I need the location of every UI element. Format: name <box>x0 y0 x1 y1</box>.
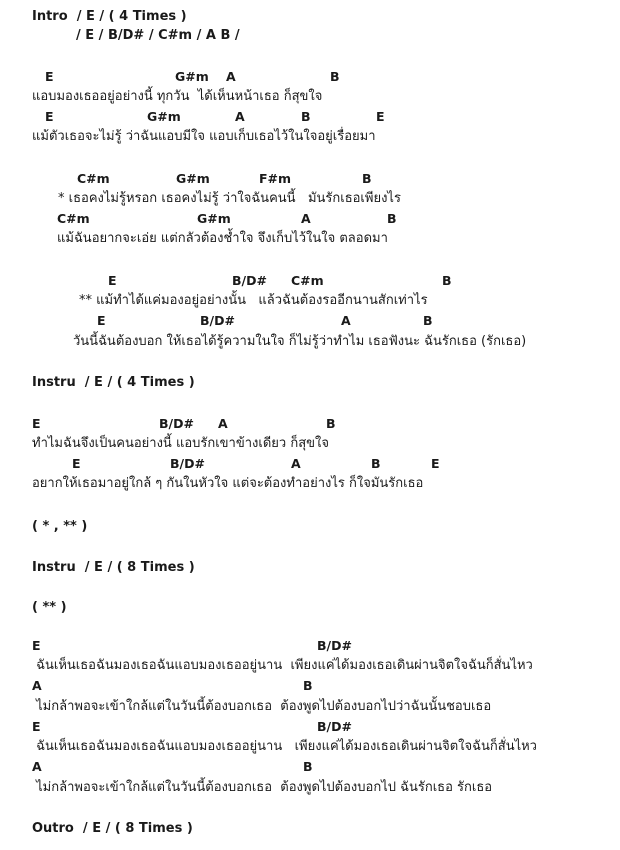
chord: A <box>291 456 301 471</box>
chord: G#m <box>176 171 210 186</box>
chord: A <box>32 759 42 774</box>
chord: E <box>32 638 41 653</box>
chord: E <box>45 69 54 84</box>
chord: G#m <box>175 69 209 84</box>
chord: E <box>32 719 41 734</box>
chord: E <box>32 416 41 431</box>
chord: C#m <box>291 273 324 288</box>
chord: B <box>387 211 397 226</box>
chord: A <box>341 313 351 328</box>
lyric-line: อยากให้เธอมาอยู่ใกล้ ๆ กันในหัวใจ แต่จะต้องทำอย่างไร ก็ใจมันรักเธอ <box>32 476 424 491</box>
chord: B <box>442 273 452 288</box>
chord: B <box>301 109 311 124</box>
chord: A <box>32 678 42 693</box>
chord: B/D# <box>200 313 235 328</box>
chord: B/D# <box>317 638 352 653</box>
chord: B <box>362 171 372 186</box>
chord: F#m <box>259 171 292 186</box>
intro-chords: / E / B/D# / C#m / A B / <box>76 28 240 43</box>
lyric-line: ** แม้ทำได้แค่มองอยู่อย่างนั้น แล้วฉันต้องรออีกนานสักเท่าไร <box>79 293 428 308</box>
chord: C#m <box>77 171 110 186</box>
repeat-marker: ( * , ** ) <box>32 519 88 534</box>
chord: B <box>303 759 313 774</box>
lyric-line: ทำไมฉันจึงเป็นคนอย่างนี้ แอบรักเขาข้างเดียว ก็สุขใจ <box>32 436 329 451</box>
chord: E <box>97 313 106 328</box>
chord: B <box>326 416 336 431</box>
instru-header: Instru / E / ( 4 Times ) <box>32 375 195 390</box>
chord: B <box>371 456 381 471</box>
repeat-marker: ( ** ) <box>32 600 67 615</box>
chord: E <box>431 456 440 471</box>
chord: B <box>330 69 340 84</box>
chord: B <box>303 678 313 693</box>
lyric-line: แม้ฉันอยากจะเอ่ย แต่กลัวต้องช้ำใจ จึงเก็บไว้ในใจ ตลอดมา <box>57 231 388 246</box>
lyric-line: แอบมองเธออยู่อย่างนี้ ทุกวัน ได้เห็นหน้าเธอ ก็สุขใจ <box>32 89 323 104</box>
chord: B/D# <box>232 273 267 288</box>
chord: A <box>235 109 245 124</box>
chord: E <box>72 456 81 471</box>
chord: B <box>423 313 433 328</box>
chord: B/D# <box>317 719 352 734</box>
chord: E <box>376 109 385 124</box>
lyric-line: ฉันเห็นเธอฉันมองเธอฉันแอบมองเธออยู่นาน เพียงแค่ได้มองเธอเดินผ่านจิตใจฉันก็สั่นไหว <box>32 658 533 673</box>
chord: E <box>45 109 54 124</box>
chord: A <box>301 211 311 226</box>
chord: C#m <box>57 211 90 226</box>
chord: A <box>226 69 236 84</box>
chord: G#m <box>197 211 231 226</box>
instru-header: Instru / E / ( 8 Times ) <box>32 560 195 575</box>
outro-header: Outro / E / ( 8 Times ) <box>32 821 193 836</box>
lyric-line: วันนี้ฉันต้องบอก ให้เธอได้รู้ความในใจ ก็ไม่รู้ว่าทำไม เธอฟังนะ ฉันรักเธอ (รักเธอ) <box>73 334 527 349</box>
lyric-line: ไม่กล้าพอจะเข้าใกล้แต่ในวันนี้ต้องบอกเธอ ต้องพูดไปต้องบอกไป ฉันรักเธอ รักเธอ <box>32 780 493 795</box>
lyric-line: แม้ตัวเธอจะไม่รู้ ว่าฉันแอบมีใจ แอบเก็บเธอไว้ในใจอยู่เรื่อยมา <box>32 129 376 144</box>
chord: E <box>108 273 117 288</box>
lyric-line: ฉันเห็นเธอฉันมองเธอฉันแอบมองเธออยู่นาน เพียงแค่ได้มองเธอเดินผ่านจิตใจฉันก็สั่นไหว <box>32 739 537 754</box>
chord: B/D# <box>159 416 194 431</box>
intro-header: Intro / E / ( 4 Times ) <box>32 9 187 24</box>
chord: A <box>218 416 228 431</box>
chord: B/D# <box>170 456 205 471</box>
lyric-line: * เธอคงไม่รู้หรอก เธอคงไม่รู้ ว่าใจฉันคนนี้ มันรักเธอเพียงไร <box>58 191 401 206</box>
chord: G#m <box>147 109 181 124</box>
lyric-line: ไม่กล้าพอจะเข้าใกล้แต่ในวันนี้ต้องบอกเธอ ต้องพูดไปต้องบอกไปว่าฉันนั้นชอบเธอ <box>32 699 492 714</box>
